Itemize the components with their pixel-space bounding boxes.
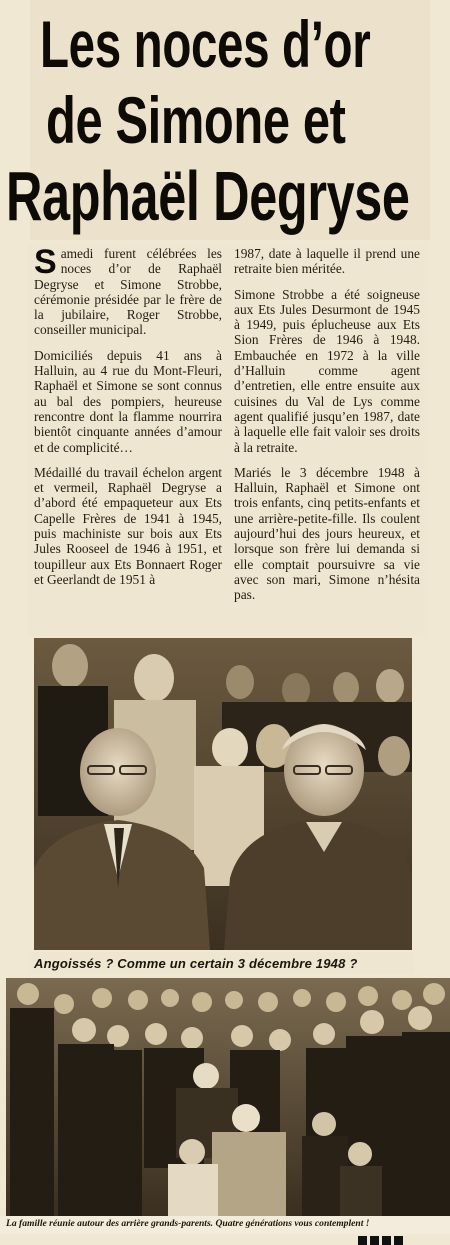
photo-caption-1: Angoissés ? Comme un certain 3 décembre 1948 ? xyxy=(34,956,358,971)
headline-line-2: de Simone et xyxy=(46,83,346,157)
photo-caption-2: La famille réunie autour des arrière grands-parents. Quatre générations vous contemplent ! xyxy=(6,1218,370,1229)
paragraph-1-text: amedi furent célébrées les noces d’or de Raphaël Degryse et Simone Strobbe, cérémonie présidée par le frère de la jubilaire, Roger Strobbe, conseiller municipal. xyxy=(34,246,222,338)
couple-photo xyxy=(34,638,412,950)
drop-cap: S xyxy=(34,243,57,281)
article-paragraph-1 xyxy=(34,243,222,338)
headline-line-3: Raphaël Degryse xyxy=(6,157,410,235)
article-column-left xyxy=(28,244,228,636)
article-paragraph-5: Simone Strobbe a été soigneuse aux Ets Jules Desurmont de 1945 à 1949, puis éplucheuse aux Ets Sion Frères de 1946 à 1948. Embauchée en 1972 à la ville d’Halluin comme agent d’entretien, elle entre ensuite aux cuisines du Val de Lys comme agent qualifié jusqu’en 1987, date à laquelle elle fait valoir ses droits à la retraite. xyxy=(234,286,420,455)
article-paragraph-6: Mariés le 3 décembre 1948 à Halluin, Raphaël et Simone ont trois enfants, cinq petits-enfants et une arrière-petite-fille. Ils coulent aujourd’hui des jours heureux, et lorsque son frère lui demanda si elle comptait poursuivre sa vie avec son mari, Simone n’hésita pas. xyxy=(234,464,420,603)
next-article-fragment xyxy=(356,1232,416,1245)
cut-off-heading xyxy=(356,1232,416,1245)
article-paragraph-4: 1987, date à laquelle il prend une retraite bien méritée. xyxy=(234,246,420,277)
article-paragraph-3: Médaillé du travail échelon argent et vermeil, Raphaël Degryse a d’abord été empaqueteur aux Ets Capelle Frères de 1941 à 1945, puis machiniste sur bois aux Ets Jules Rooseel de 1946 à 1951, et toupilleur aux Ets Bonnaert Roger et Geerlandt de 1951 à xyxy=(34,464,222,587)
headline-line-1: Les noces d’or xyxy=(40,7,371,81)
article-paragraph-2: Domiciliés depuis 41 ans à Halluin, au 4 rue du Mont-Fleuri, Raphaël et Simone se sont connus au bal des pompiers, heureuse rencontre dont la flamme nourrira bientôt cinquante années d’amour et de complicité… xyxy=(34,347,222,455)
family-group-photo xyxy=(6,978,450,1216)
article-column-right xyxy=(228,244,426,636)
couple-photo-image xyxy=(34,638,412,950)
family-group-photo-image xyxy=(6,978,450,1216)
